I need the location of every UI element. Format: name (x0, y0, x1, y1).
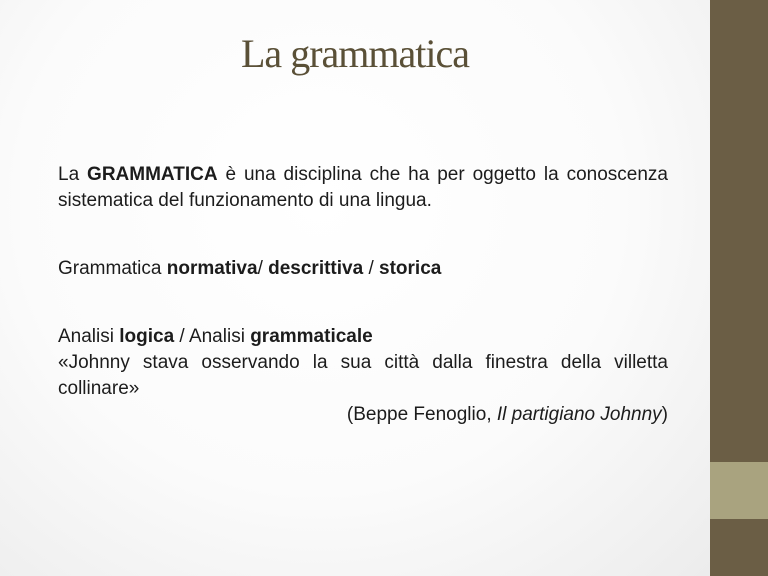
citation-open: (Beppe Fenoglio, (346, 404, 497, 425)
spacer (58, 282, 668, 324)
definition-term: GRAMMATICA (87, 164, 218, 185)
type-storica: storica (379, 258, 442, 279)
sidebar-accent-block (710, 462, 768, 519)
grammar-types-line (58, 256, 668, 282)
definition-text: è una disciplina che ha per oggetto la conoscenza sistematica del funzionamento di una lingua. (58, 164, 668, 211)
definition-paragraph (58, 162, 668, 214)
type-normativa: normativa (166, 258, 258, 279)
analysis-grammaticale: grammaticale (250, 326, 373, 347)
slide-content (58, 162, 668, 428)
type-separator-1: / (257, 258, 269, 279)
grammar-types-prefix: Grammatica (58, 258, 167, 279)
definition-prefix: La (58, 164, 88, 185)
analysis-logica: logica (119, 326, 175, 347)
spacer (58, 214, 668, 256)
citation-work-title: Il partigiano Johnny (496, 404, 662, 425)
analysis-middle: / Analisi (174, 326, 251, 347)
quote-paragraph: «Johnny stava osservando la sua città dalla finestra della villetta collinare» (58, 352, 668, 399)
type-descrittiva: descrittiva (268, 258, 364, 279)
analysis-prefix: Analisi (58, 326, 120, 347)
citation-close: ) (661, 404, 668, 425)
analysis-line (58, 324, 668, 350)
citation-line (58, 402, 668, 428)
slide-title: La grammatica (241, 31, 469, 76)
type-separator-2: / (363, 258, 380, 279)
